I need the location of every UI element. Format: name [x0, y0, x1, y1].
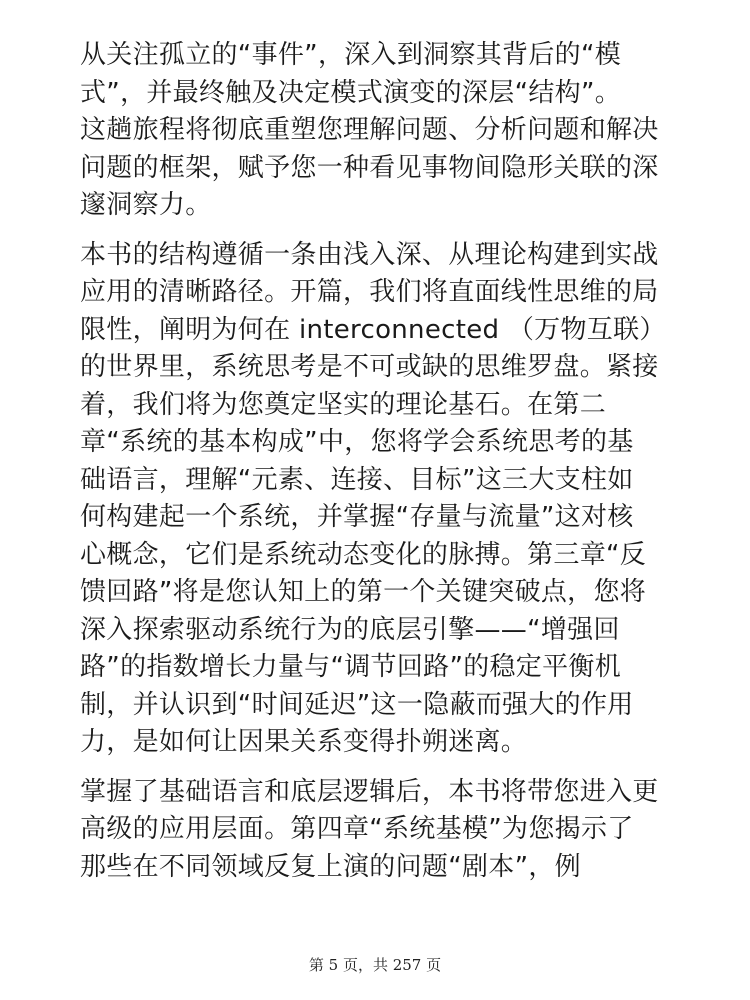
text-line: 邃洞察力。 — [80, 190, 212, 220]
text-line: 章“系统的基本构成”中，您将学会系统思考的基 — [80, 427, 634, 457]
text-line: 着，我们将为您奠定坚实的理论基石。在第二 — [80, 389, 607, 420]
text-line: 应用的清晰路径。开篇，我们将直面线性思维的局 — [80, 277, 659, 307]
text-line: 馈回路”将是您认知上的第一个关键突破点，您将 — [80, 577, 647, 607]
text-line: 限性，阐明为何在 interconnected （万物互联） — [80, 314, 666, 345]
text-line: 这趟旅程将彻底重塑您理解问题、分析问题和解决 — [80, 115, 659, 145]
text-line: 深入探索驱动系统行为的底层引擎——“增强回 — [80, 614, 620, 645]
text-line: 掌握了基础语言和底层逻辑后，本书将带您进入更 — [80, 776, 659, 807]
paragraph-2 — [80, 237, 680, 762]
text-line: 路”的指数增长力量与“调节回路”的稳定平衡机 — [80, 652, 622, 682]
text-line: 那些在不同领域反复上演的问题“剧本”，例 — [80, 851, 581, 882]
text-line: 何构建起一个系统，并掌握“存量与流量”这对核 — [80, 502, 634, 532]
text-line: 式”，并最终触及决定模式演变的深层“结构”。 — [80, 77, 622, 108]
text-line: 本书的结构遵循一条由浅入深、从理论构建到实战 — [80, 239, 659, 270]
text-line: 础语言，理解“元素、连接、目标”这三大支柱如 — [80, 464, 634, 495]
page-number: 第 5 页，共 257 页 — [308, 956, 442, 974]
paragraph-3 — [80, 774, 680, 887]
text-line: 心概念，它们是系统动态变化的脉搏。第三章“反 — [80, 539, 647, 570]
paragraph-1 — [80, 37, 680, 225]
text-line: 力，是如何让因果关系变得扑朔迷离。 — [80, 727, 528, 757]
text-line: 制，并认识到“时间延迟”这一隐蔽而强大的作用 — [80, 689, 634, 720]
text-line: 问题的框架，赋予您一种看见事物间隐形关联的深 — [80, 152, 659, 183]
text-line: 从关注孤立的“事件”，深入到洞察其背后的“模 — [80, 40, 622, 70]
text-line: 高级的应用层面。第四章“系统基模”为您揭示了 — [80, 814, 634, 844]
text-line: 的世界里，系统思考是不可或缺的思维罗盘。紧接 — [80, 352, 659, 382]
page-body — [80, 37, 680, 886]
